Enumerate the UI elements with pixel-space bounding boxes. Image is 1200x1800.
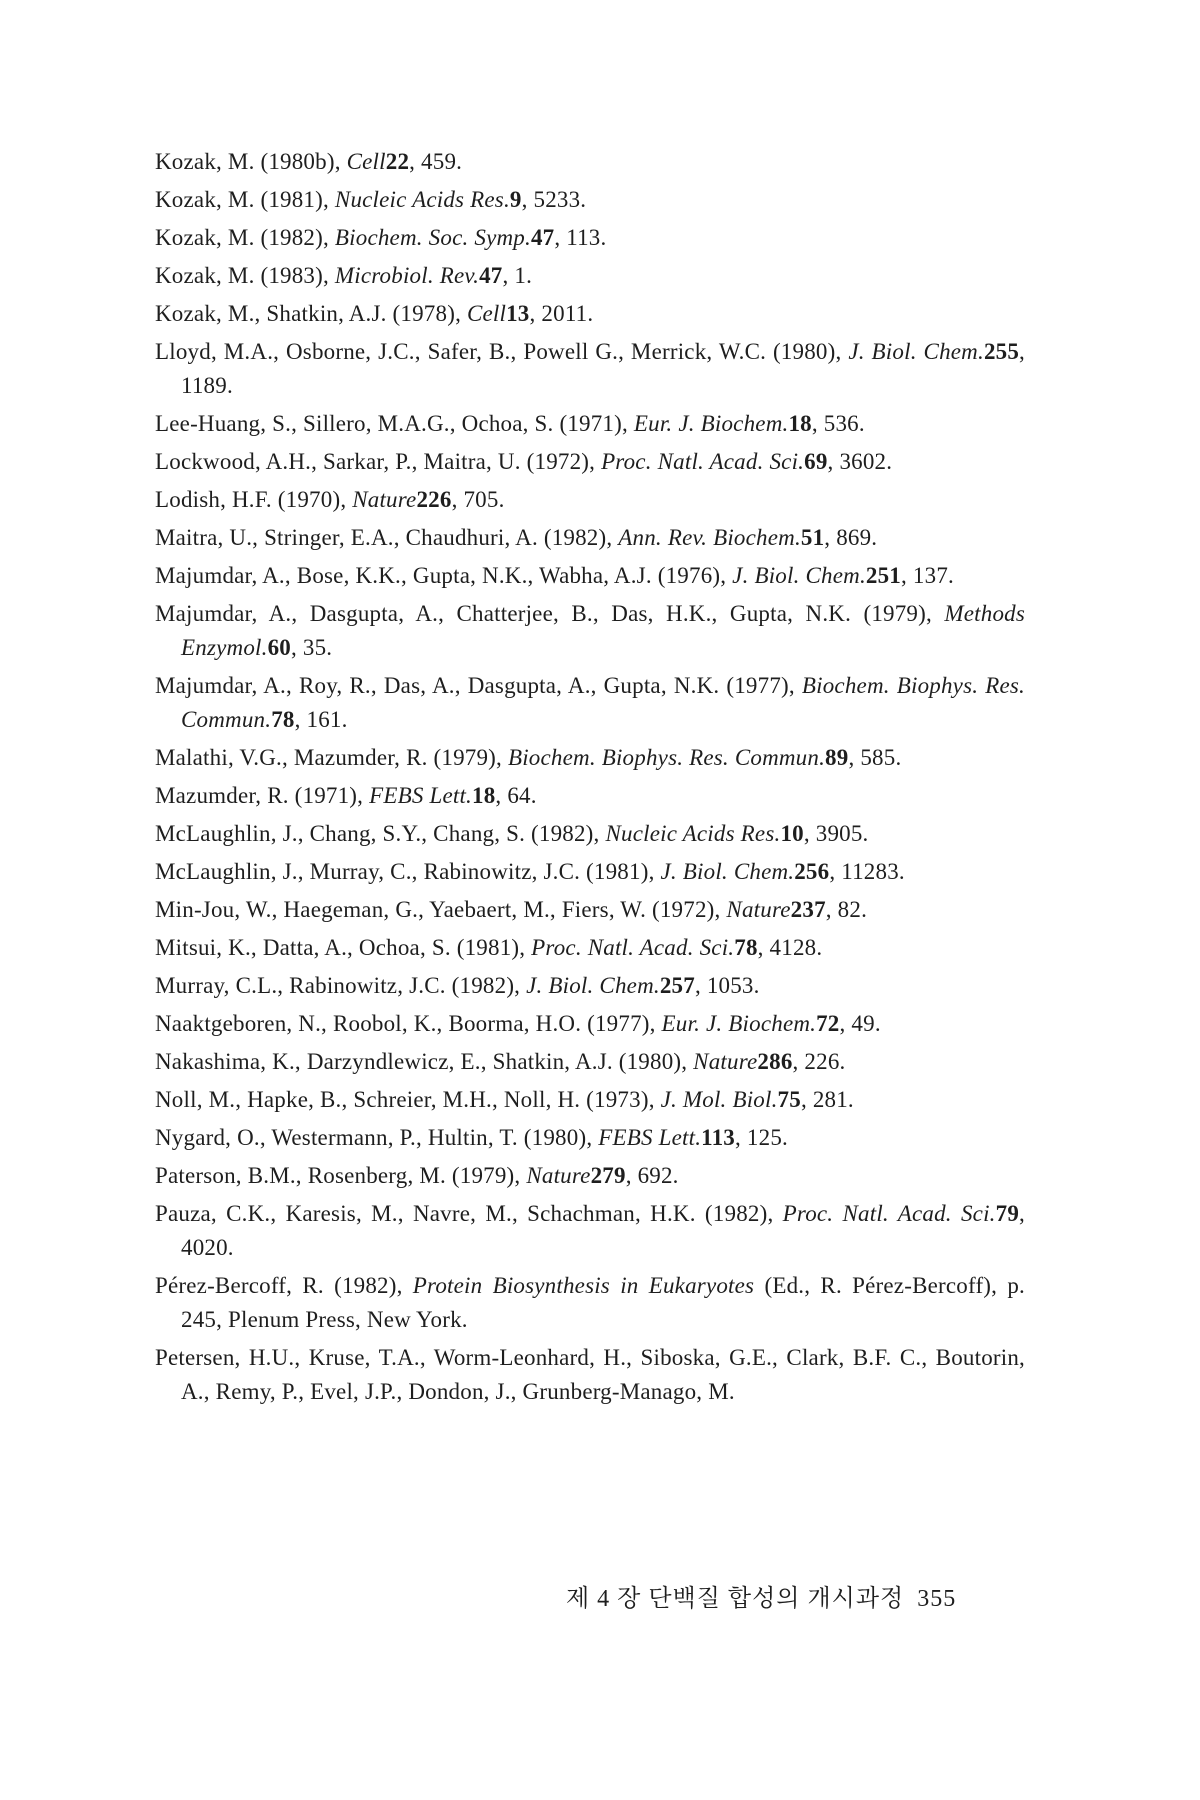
reference-entry bbox=[155, 779, 1025, 813]
reference-journal: Microbiol. Rev. bbox=[334, 263, 480, 288]
reference-journal: Proc. Natl. Acad. Sci. bbox=[601, 449, 805, 474]
reference-pages: , 705. bbox=[451, 487, 505, 512]
reference-authors: Majumdar, A., Bose, K.K., Gupta, N.K., Wabha, A.J. (1976), bbox=[155, 563, 733, 588]
reference-pages: , 125. bbox=[735, 1125, 788, 1150]
reference-pages: (Ed., R. Pérez-Bercoff), p. 245, Plenum Press, New York. bbox=[181, 1273, 1026, 1332]
reference-authors: Kozak, M. (1982), bbox=[155, 225, 335, 250]
reference-authors: Naaktgeboren, N., Roobol, K., Boorma, H.O. (1977), bbox=[155, 1011, 662, 1036]
reference-pages: , 11283. bbox=[829, 859, 905, 884]
reference-pages: , 869. bbox=[824, 525, 878, 550]
reference-volume: 226 bbox=[416, 487, 452, 512]
reference-volume: 75 bbox=[777, 1087, 801, 1112]
reference-journal: Nucleic Acids Res. bbox=[334, 187, 510, 212]
reference-authors: Pérez-Bercoff, R. (1982), bbox=[155, 1273, 413, 1298]
reference-entry bbox=[155, 855, 1025, 889]
reference-pages: , 5233. bbox=[521, 187, 587, 212]
reference-authors: Min-Jou, W., Haegeman, G., Yaebaert, M., Fiers, W. (1972), bbox=[155, 897, 727, 922]
reference-pages: , 1053. bbox=[694, 973, 760, 998]
reference-entry bbox=[155, 893, 1025, 927]
reference-entry bbox=[155, 521, 1025, 555]
reference-authors: Noll, M., Hapke, B., Schreier, M.H., Noll, H. (1973), bbox=[155, 1087, 661, 1112]
reference-pages: , 82. bbox=[825, 897, 868, 922]
reference-authors: Kozak, M. (1981), bbox=[155, 187, 335, 212]
reference-journal: Ann. Rev. Biochem. bbox=[618, 525, 801, 550]
reference-journal: Biochem. Biophys. Res. Commun. bbox=[507, 745, 826, 770]
reference-entry bbox=[155, 183, 1025, 217]
reference-entry bbox=[155, 1121, 1025, 1155]
reference-authors: Petersen, H.U., Kruse, T.A., Worm-Leonhard, H., Siboska, G.E., Clark, B.F. C., Boutorin, A., Remy, P., Evel, J.P., Dondon, J., Grunberg-Manago, M. bbox=[155, 1345, 1025, 1404]
reference-pages: , 4128. bbox=[757, 935, 823, 960]
reference-volume: 79 bbox=[995, 1201, 1020, 1226]
reference-pages: , 281. bbox=[800, 1087, 854, 1112]
reference-volume: 13 bbox=[506, 301, 530, 326]
reference-entry bbox=[155, 1045, 1025, 1079]
reference-entry bbox=[155, 1269, 1025, 1337]
reference-volume: 89 bbox=[825, 745, 849, 770]
reference-entry bbox=[155, 483, 1025, 517]
reference-entry bbox=[155, 597, 1025, 665]
reference-authors: Lodish, H.F. (1970), bbox=[155, 487, 353, 512]
reference-authors: Kozak, M., Shatkin, A.J. (1978), bbox=[155, 301, 467, 326]
reference-authors: Kozak, M. (1980b), bbox=[155, 149, 347, 174]
reference-entry bbox=[155, 741, 1025, 775]
reference-journal: Eur. J. Biochem. bbox=[661, 1011, 817, 1036]
reference-pages: , 4020. bbox=[181, 1201, 1025, 1260]
reference-journal: FEBS Lett. bbox=[598, 1125, 702, 1150]
reference-journal: Biochem. Biophys. Res. Commun. bbox=[181, 673, 1025, 732]
reference-authors: Lockwood, A.H., Sarkar, P., Maitra, U. (1972), bbox=[155, 449, 602, 474]
reference-entry bbox=[155, 259, 1025, 293]
reference-volume: 9 bbox=[509, 187, 522, 212]
reference-volume: 69 bbox=[804, 449, 828, 474]
reference-journal: Protein Biosynthesis in Eukaryotes bbox=[412, 1273, 755, 1298]
reference-journal: Biochem. Soc. Symp. bbox=[334, 225, 531, 250]
reference-entry bbox=[155, 931, 1025, 965]
reference-authors: Lee-Huang, S., Sillero, M.A.G., Ochoa, S. (1971), bbox=[155, 411, 634, 436]
reference-volume: 10 bbox=[780, 821, 804, 846]
reference-authors: Majumdar, A., Dasgupta, A., Chatterjee, B., Das, H.K., Gupta, N.K. (1979), bbox=[155, 601, 945, 626]
reference-volume: 113 bbox=[701, 1125, 736, 1150]
reference-volume: 257 bbox=[659, 973, 695, 998]
reference-volume: 22 bbox=[385, 149, 410, 174]
reference-journal: Methods Enzymol. bbox=[181, 601, 1025, 660]
reference-authors: Kozak, M. (1983), bbox=[155, 263, 335, 288]
reference-pages: , 64. bbox=[495, 783, 537, 808]
reference-pages: , 459. bbox=[409, 149, 463, 174]
reference-journal: Nature bbox=[352, 487, 417, 512]
reference-pages: , 1. bbox=[502, 263, 533, 288]
reference-journal: J. Biol. Chem. bbox=[660, 859, 795, 884]
reference-entry bbox=[155, 817, 1025, 851]
reference-volume: 51 bbox=[800, 525, 825, 550]
reference-entry bbox=[155, 1197, 1025, 1265]
reference-entry bbox=[155, 335, 1025, 403]
reference-pages: , 3602. bbox=[827, 449, 893, 474]
reference-volume: 286 bbox=[757, 1049, 793, 1074]
reference-pages: , 161. bbox=[294, 707, 348, 732]
reference-entry bbox=[155, 1159, 1025, 1193]
reference-authors: Murray, C.L., Rabinowitz, J.C. (1982), bbox=[155, 973, 527, 998]
reference-journal: Proc. Natl. Acad. Sci. bbox=[782, 1201, 996, 1226]
reference-authors: Maitra, U., Stringer, E.A., Chaudhuri, A. (1982), bbox=[155, 525, 619, 550]
reference-authors: Paterson, B.M., Rosenberg, M. (1979), bbox=[155, 1163, 527, 1188]
reference-volume: 47 bbox=[479, 263, 503, 288]
reference-authors: McLaughlin, J., Chang, S.Y., Chang, S. (1982), bbox=[155, 821, 606, 846]
reference-pages: , 3905. bbox=[803, 821, 869, 846]
reference-pages: , 49. bbox=[839, 1011, 881, 1036]
reference-entry bbox=[155, 445, 1025, 479]
reference-authors: Mazumder, R. (1971), bbox=[155, 783, 370, 808]
reference-volume: 237 bbox=[790, 897, 826, 922]
reference-volume: 18 bbox=[472, 783, 496, 808]
reference-volume: 47 bbox=[530, 225, 555, 250]
reference-volume: 60 bbox=[267, 635, 291, 660]
reference-pages: , 137. bbox=[901, 563, 954, 588]
reference-entry bbox=[155, 969, 1025, 1003]
reference-pages: , 585. bbox=[848, 745, 902, 770]
reference-journal: J. Biol. Chem. bbox=[526, 973, 660, 998]
reference-list bbox=[155, 145, 1025, 1413]
reference-entry bbox=[155, 1341, 1025, 1409]
reference-authors: Pauza, C.K., Karesis, M., Navre, M., Schachman, H.K. (1982), bbox=[155, 1201, 783, 1226]
reference-authors: McLaughlin, J., Murray, C., Rabinowitz, J.C. (1981), bbox=[155, 859, 661, 884]
reference-entry bbox=[155, 1007, 1025, 1041]
reference-journal: Nature bbox=[526, 1163, 591, 1188]
reference-journal: Nucleic Acids Res. bbox=[605, 821, 781, 846]
chapter-title: 제 4 장 단백질 합성의 개시과정 bbox=[566, 1586, 905, 1612]
reference-volume: 78 bbox=[271, 707, 295, 732]
reference-pages: , 226. bbox=[792, 1049, 846, 1074]
reference-authors: Mitsui, K., Datta, A., Ochoa, S. (1981), bbox=[155, 935, 532, 960]
reference-journal: Eur. J. Biochem. bbox=[633, 411, 789, 436]
reference-entry bbox=[155, 559, 1025, 593]
running-footer bbox=[560, 1578, 956, 1613]
reference-journal: J. Mol. Biol. bbox=[660, 1087, 778, 1112]
reference-authors: Nygard, O., Westermann, P., Hultin, T. (1980), bbox=[155, 1125, 599, 1150]
reference-journal: J. Biol. Chem. bbox=[732, 563, 866, 588]
reference-pages: , 1189. bbox=[181, 339, 1025, 398]
reference-authors: Malathi, V.G., Mazumder, R. (1979), bbox=[155, 745, 508, 770]
reference-journal: Proc. Natl. Acad. Sci. bbox=[531, 935, 735, 960]
page-number: 355 bbox=[917, 1586, 957, 1612]
reference-volume: 18 bbox=[788, 411, 812, 436]
reference-volume: 256 bbox=[794, 859, 830, 884]
reference-journal: Cell bbox=[346, 149, 386, 174]
reference-journal: Nature bbox=[726, 897, 791, 922]
reference-journal: Cell bbox=[466, 301, 507, 326]
reference-authors: Lloyd, M.A., Osborne, J.C., Safer, B., Powell G., Merrick, W.C. (1980), bbox=[155, 339, 849, 364]
reference-entry bbox=[155, 1083, 1025, 1117]
reference-volume: 279 bbox=[590, 1163, 626, 1188]
reference-pages: , 2011. bbox=[529, 301, 594, 326]
reference-authors: Majumdar, A., Roy, R., Das, A., Dasgupta, A., Gupta, N.K. (1977), bbox=[155, 673, 802, 698]
reference-volume: 72 bbox=[816, 1011, 840, 1036]
reference-pages: , 692. bbox=[625, 1163, 679, 1188]
reference-entry bbox=[155, 297, 1025, 331]
reference-journal: Nature bbox=[693, 1049, 758, 1074]
reference-volume: 78 bbox=[734, 935, 758, 960]
reference-volume: 251 bbox=[865, 563, 902, 588]
reference-entry bbox=[155, 669, 1025, 737]
reference-authors: Nakashima, K., Darzyndlewicz, E., Shatkin, A.J. (1980), bbox=[155, 1049, 694, 1074]
reference-pages: , 35. bbox=[290, 635, 333, 660]
reference-volume: 255 bbox=[983, 339, 1020, 364]
reference-pages: , 113. bbox=[554, 225, 607, 250]
reference-entry bbox=[155, 407, 1025, 441]
reference-journal: FEBS Lett. bbox=[369, 783, 473, 808]
reference-entry bbox=[155, 221, 1025, 255]
reference-entry bbox=[155, 145, 1025, 179]
reference-journal: J. Biol. Chem. bbox=[848, 339, 984, 364]
reference-pages: , 536. bbox=[811, 411, 865, 436]
